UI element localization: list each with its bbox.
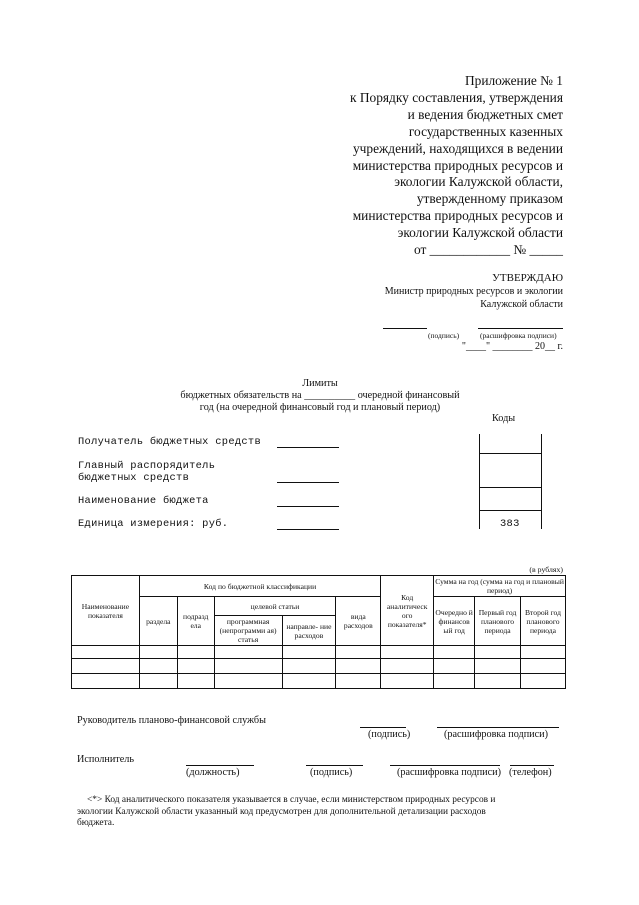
limits-table <box>71 575 566 689</box>
table-cell[interactable] <box>282 646 336 659</box>
table-cell[interactable] <box>434 646 475 659</box>
header-expense-type: вида расходов <box>336 597 381 646</box>
table-cell[interactable] <box>336 646 381 659</box>
approval-position: Министр природных ресурсов и экологии <box>384 286 563 297</box>
codes-label: Коды <box>492 413 516 424</box>
header-target: целевой статьи <box>214 597 336 616</box>
table-cell[interactable] <box>434 659 475 674</box>
date-prefix: от <box>413 242 427 258</box>
table-cell[interactable] <box>336 659 381 674</box>
header-kbk: Код по бюджетной классификации <box>139 576 380 597</box>
table-cell[interactable] <box>72 646 140 659</box>
table-cell[interactable] <box>434 674 475 689</box>
field-underline[interactable] <box>277 529 339 530</box>
appendix-line: государственных казенных <box>408 123 563 139</box>
executor-signature-line[interactable] <box>306 765 363 766</box>
table-cell[interactable] <box>282 659 336 674</box>
unit-code: 383 <box>500 518 520 530</box>
head-decoding-line[interactable] <box>437 727 559 728</box>
table-cell[interactable] <box>177 646 214 659</box>
units-note: (в рублях) <box>529 565 563 574</box>
appendix-line: утвержденному приказом <box>416 191 563 207</box>
approval-block <box>323 272 563 311</box>
date-blank: ____________ <box>429 242 511 258</box>
table-cell[interactable] <box>214 659 282 674</box>
table-cell[interactable] <box>521 646 566 659</box>
executor-position-caption: (должность) <box>186 767 240 778</box>
number-sign: № <box>513 242 527 258</box>
appendix-line: министерства природных ресурсов и <box>352 208 563 224</box>
table-cell[interactable] <box>475 674 521 689</box>
appendix-line: к Порядку составления, утверждения <box>349 89 563 105</box>
field-label-recipient: Получатель бюджетных средств <box>78 436 261 448</box>
footnote-line: бюджета. <box>77 818 115 829</box>
codes-border-right <box>541 434 542 529</box>
table-cell[interactable] <box>336 674 381 689</box>
head-decoding-caption: (расшифровка подписи) <box>444 729 548 740</box>
footnote-line: экологии Калужской области указанный код предусмотрен для дополнительной детализации расходов <box>77 806 486 817</box>
approval-date: "____" ________ 20__ г. <box>461 341 563 352</box>
table-cell[interactable] <box>177 674 214 689</box>
table-cell[interactable] <box>521 674 566 689</box>
appendix-line: Приложение № 1 <box>464 73 563 88</box>
executor-phone-line[interactable] <box>510 765 554 766</box>
approval-position: Калужской области <box>480 299 563 310</box>
table-cell[interactable] <box>139 646 177 659</box>
head-label: Руководитель планово-финансовой службы <box>77 715 266 726</box>
appendix-line: экологии Калужской области, <box>394 174 563 190</box>
field-label-main-manager: Главный распорядитель <box>78 460 216 472</box>
appendix-date-line <box>303 242 563 259</box>
executor-phone-caption: (телефон) <box>509 767 552 778</box>
executor-label: Исполнитель <box>77 754 134 765</box>
codes-border-left <box>479 434 480 529</box>
header-second-year: Второй год планового периода <box>521 597 566 646</box>
number-blank: _____ <box>529 242 563 258</box>
footnote-line: <*> Код аналитического показателя указывается в случае, если министерством природных ресурсов и <box>87 795 496 805</box>
field-label-budget-name: Наименование бюджета <box>78 495 209 507</box>
heading-line: бюджетных обязательств на __________ очередной финансовый <box>180 390 460 401</box>
executor-signature-caption: (подпись) <box>310 767 353 778</box>
header-program: программная (непрограмми ая) статья <box>214 616 282 646</box>
field-underline[interactable] <box>277 506 339 507</box>
codes-row-divider <box>479 453 541 454</box>
field-label-unit: Единица измерения: руб. <box>78 518 229 530</box>
executor-decoding-line[interactable] <box>390 765 500 766</box>
approval-title: УТВЕРЖДАЮ <box>492 272 563 284</box>
executor-decoding-caption: (расшифровка подписи) <box>397 767 501 778</box>
table-cell[interactable] <box>139 659 177 674</box>
table-cell[interactable] <box>177 659 214 674</box>
field-underline[interactable] <box>277 447 339 448</box>
table-cell[interactable] <box>381 646 434 659</box>
table-cell[interactable] <box>214 674 282 689</box>
table-cell[interactable] <box>381 674 434 689</box>
appendix-line: экологии Калужской области <box>397 225 563 241</box>
appendix-line: учреждений, находящихся в ведении <box>352 140 563 156</box>
table-cell[interactable] <box>72 659 140 674</box>
header-subsection: подразд ела <box>177 597 214 646</box>
table-cell[interactable] <box>72 674 140 689</box>
table-cell[interactable] <box>475 659 521 674</box>
codes-row-divider <box>479 487 541 488</box>
table-cell[interactable] <box>282 674 336 689</box>
header-sum: Сумма на год (сумма на год и плановый период) <box>435 577 564 595</box>
footnote <box>77 795 577 830</box>
field-underline[interactable] <box>277 482 339 483</box>
head-signature-line[interactable] <box>360 727 406 728</box>
table-cell[interactable] <box>381 659 434 674</box>
header-section: раздела <box>139 597 177 646</box>
executor-position-line[interactable] <box>186 765 254 766</box>
appendix-block <box>303 73 563 259</box>
appendix-line: и ведения бюджетных смет <box>407 106 563 122</box>
header-current-year: Очередно й финансов ый год <box>434 597 475 646</box>
approval-signature-line <box>383 328 427 329</box>
approval-decoding-caption: (расшифровка подписи) <box>480 331 557 340</box>
table-cell[interactable] <box>521 659 566 674</box>
approval-decoding-line <box>478 328 563 329</box>
header-first-year: Первый год планового периода <box>475 597 521 646</box>
header-analytic: Код аналитическ ого показателя* <box>381 576 434 646</box>
field-label-main-manager-2: бюджетных средств <box>78 472 190 484</box>
table-cell[interactable] <box>139 674 177 689</box>
header-direction: направле- ние расходов <box>282 616 336 646</box>
heading-title: Лимиты <box>302 378 338 389</box>
header-name: Наименование показателя <box>72 576 140 646</box>
codes-row-divider <box>479 510 541 511</box>
table-cell[interactable] <box>475 646 521 659</box>
head-signature-caption: (подпись) <box>368 729 411 740</box>
table-cell[interactable] <box>214 646 282 659</box>
heading-line: год (на очередной финансовый год и плановый период) <box>199 402 441 413</box>
approval-signature-caption: (подпись) <box>428 331 460 340</box>
appendix-line: министерства природных ресурсов и <box>352 157 563 173</box>
